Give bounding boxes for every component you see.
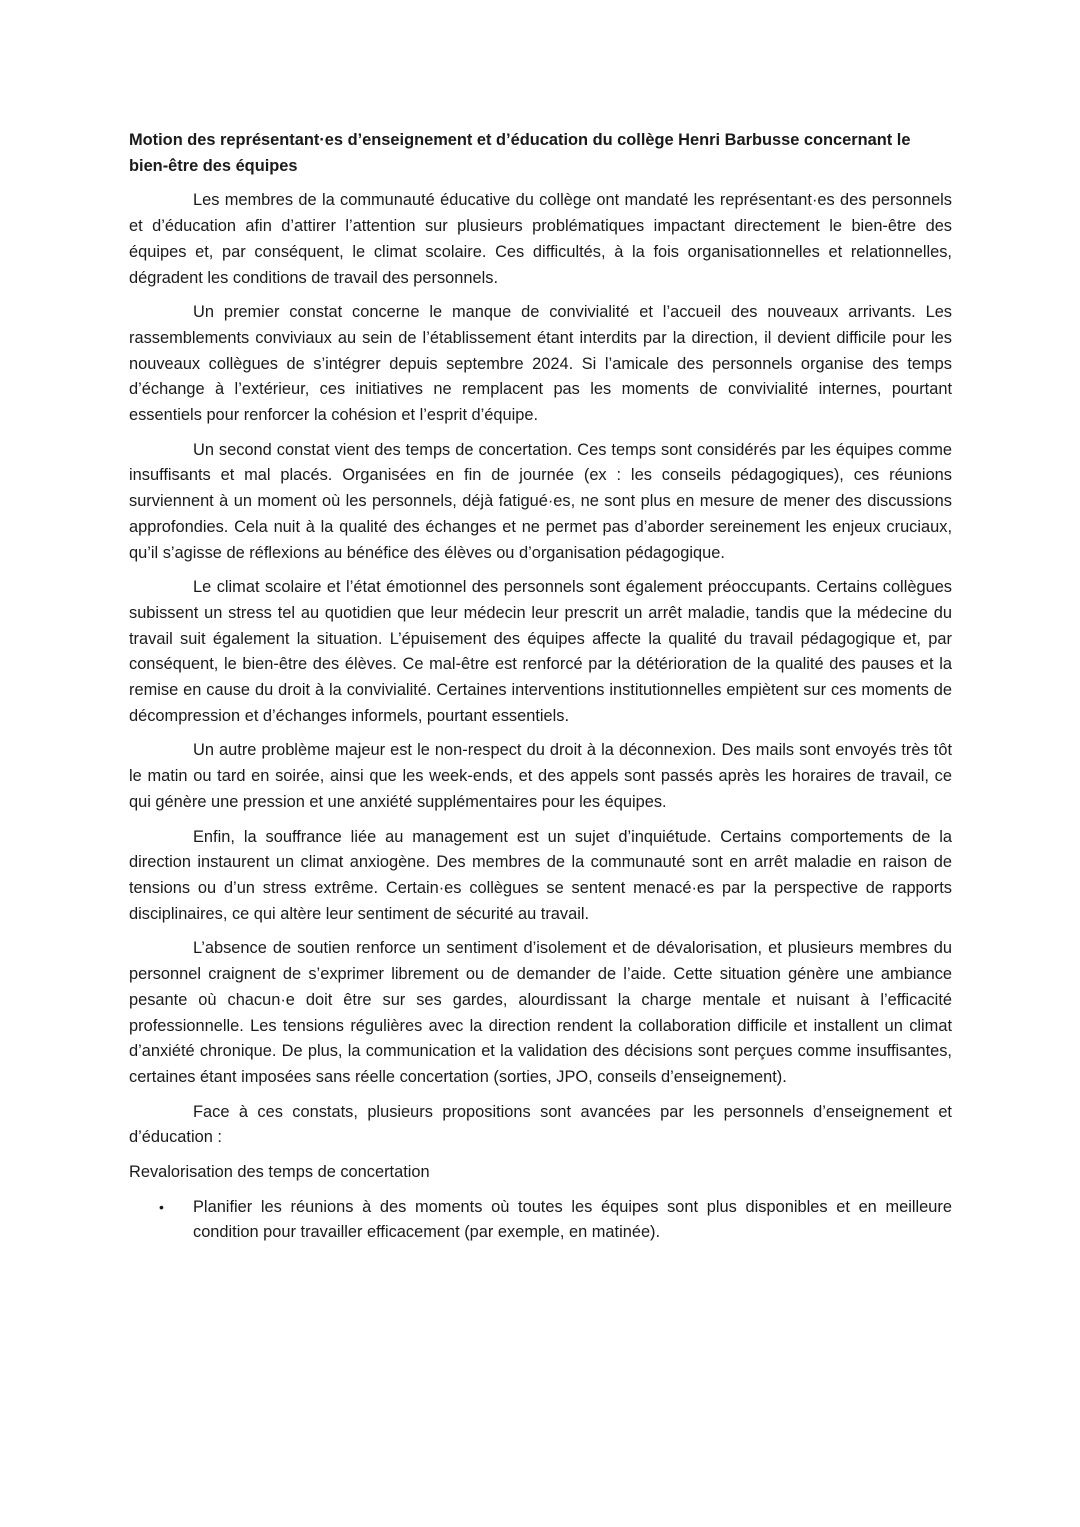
proposal-list (129, 1195, 952, 1246)
list-item (129, 1195, 952, 1246)
paragraph-proposals-intro: Face à ces constats, plusieurs propositions sont avancées par les personnels d’enseignement et d’éducation : (129, 1102, 952, 1147)
paragraph-conviviality: Un premier constat concerne le manque de convivialité et l’accueil des nouveaux arrivants. Les rassemblements conviviaux au sein de l’établissement étant interdits par la direction, il devient difficile pour les nouveaux collègues de s’intégrer depuis septembre 2024. Si l’amicale des personnels organise des temps d’échange à l’extérieur, ces initiatives ne remplacent pas les moments de convivialité internes, pourtant essentiels pour renforcer la cohésion et l’esprit d’équipe. (129, 303, 952, 425)
list-item-text: Planifier les réunions à des moments où toutes les équipes sont plus disponibles et en meilleure condition pour travailler efficacement (par exemple, en matinée). (193, 1197, 952, 1242)
paragraph-concertation: Un second constat vient des temps de concertation. Ces temps sont considérés par les équipes comme insuffisants et mal placés. Organisées en fin de journée (ex : les conseils pédagogiques), ces réunions surviennent à un moment où les personnels, déjà fatigué·es, ne sont plus en mesure de mener des discussions approfondies. Cela nuit à la qualité des échanges et ne permet pas d’aborder sereinement les enjeux cruciaux, qu’il s’agisse de réflexions au bénéfice des élèves ou d’organisation pédagogique. (129, 440, 952, 562)
paragraph-disconnection: Un autre problème majeur est le non-respect du droit à la déconnexion. Des mails sont envoyés très tôt le matin ou tard en soirée, ainsi que les week-ends, et des appels sont passés après les horaires de travail, ce qui génère une pression et une anxiété supplémentaires pour les équipes. (129, 741, 952, 811)
bullet-icon: • (159, 1198, 164, 1215)
document-page (129, 128, 952, 1246)
section-heading: Revalorisation des temps de concertation (129, 1163, 430, 1182)
paragraph-intro: Les membres de la communauté éducative du collège ont mandaté les représentant·es des personnels et d’éducation afin d’attirer l’attention sur plusieurs problématiques impactant directement le bien-être des équipes et, par conséquent, le climat scolaire. Ces difficultés, à la fois organisationnelles et relationnelles, dégradent les conditions de travail des personnels. (129, 191, 952, 287)
paragraph-school-climate: Le climat scolaire et l’état émotionnel des personnels sont également préoccupants. Certains collègues subissent un stress tel au quotidien que leur médecin leur prescrit un arrêt maladie, tandis que la médecine du travail suit également la situation. L’épuisement des équipes affecte la qualité du travail pédagogique et, par conséquent, le bien-être des élèves. Ce mal-être est renforcé par la détérioration de la qualité des pauses et la remise en cause du droit à la convivialité. Certaines interventions institutionnelles empiètent sur ces moments de décompression et d’échanges informels, pourtant essentiels. (129, 578, 952, 725)
paragraph-management: Enfin, la souffrance liée au management est un sujet d’inquiétude. Certains comportements de la direction instaurent un climat anxiogène. Des membres de la communauté sont en arrêt maladie en raison de tensions ou d’un stress extrême. Certain·es collègues se sentent menacé·es par la perspective de rapports disciplinaires, ce qui altère leur sentiment de sécurité au travail. (129, 827, 952, 923)
paragraph-isolation: L’absence de soutien renforce un sentiment d’isolement et de dévalorisation, et plusieurs membres du personnel craignent de s’exprimer librement ou de demander de l’aide. Cette situation génère une ambiance pesante où chacun·e doit être sur ses gardes, alourdissant la charge mentale et nuisant à l’efficacité professionnelle. Les tensions régulières avec la direction rendent la collaboration difficile et installent un climat d’anxiété chronique. De plus, la communication et la validation des décisions sont perçues comme insuffisantes, certaines étant imposées sans réelle concertation (sorties, JPO, conseils d’enseignement). (129, 939, 952, 1086)
document-title: Motion des représentant·es d’enseignement et d’éducation du collège Henri Barbusse concernant le bien-être des équipes (129, 131, 911, 175)
